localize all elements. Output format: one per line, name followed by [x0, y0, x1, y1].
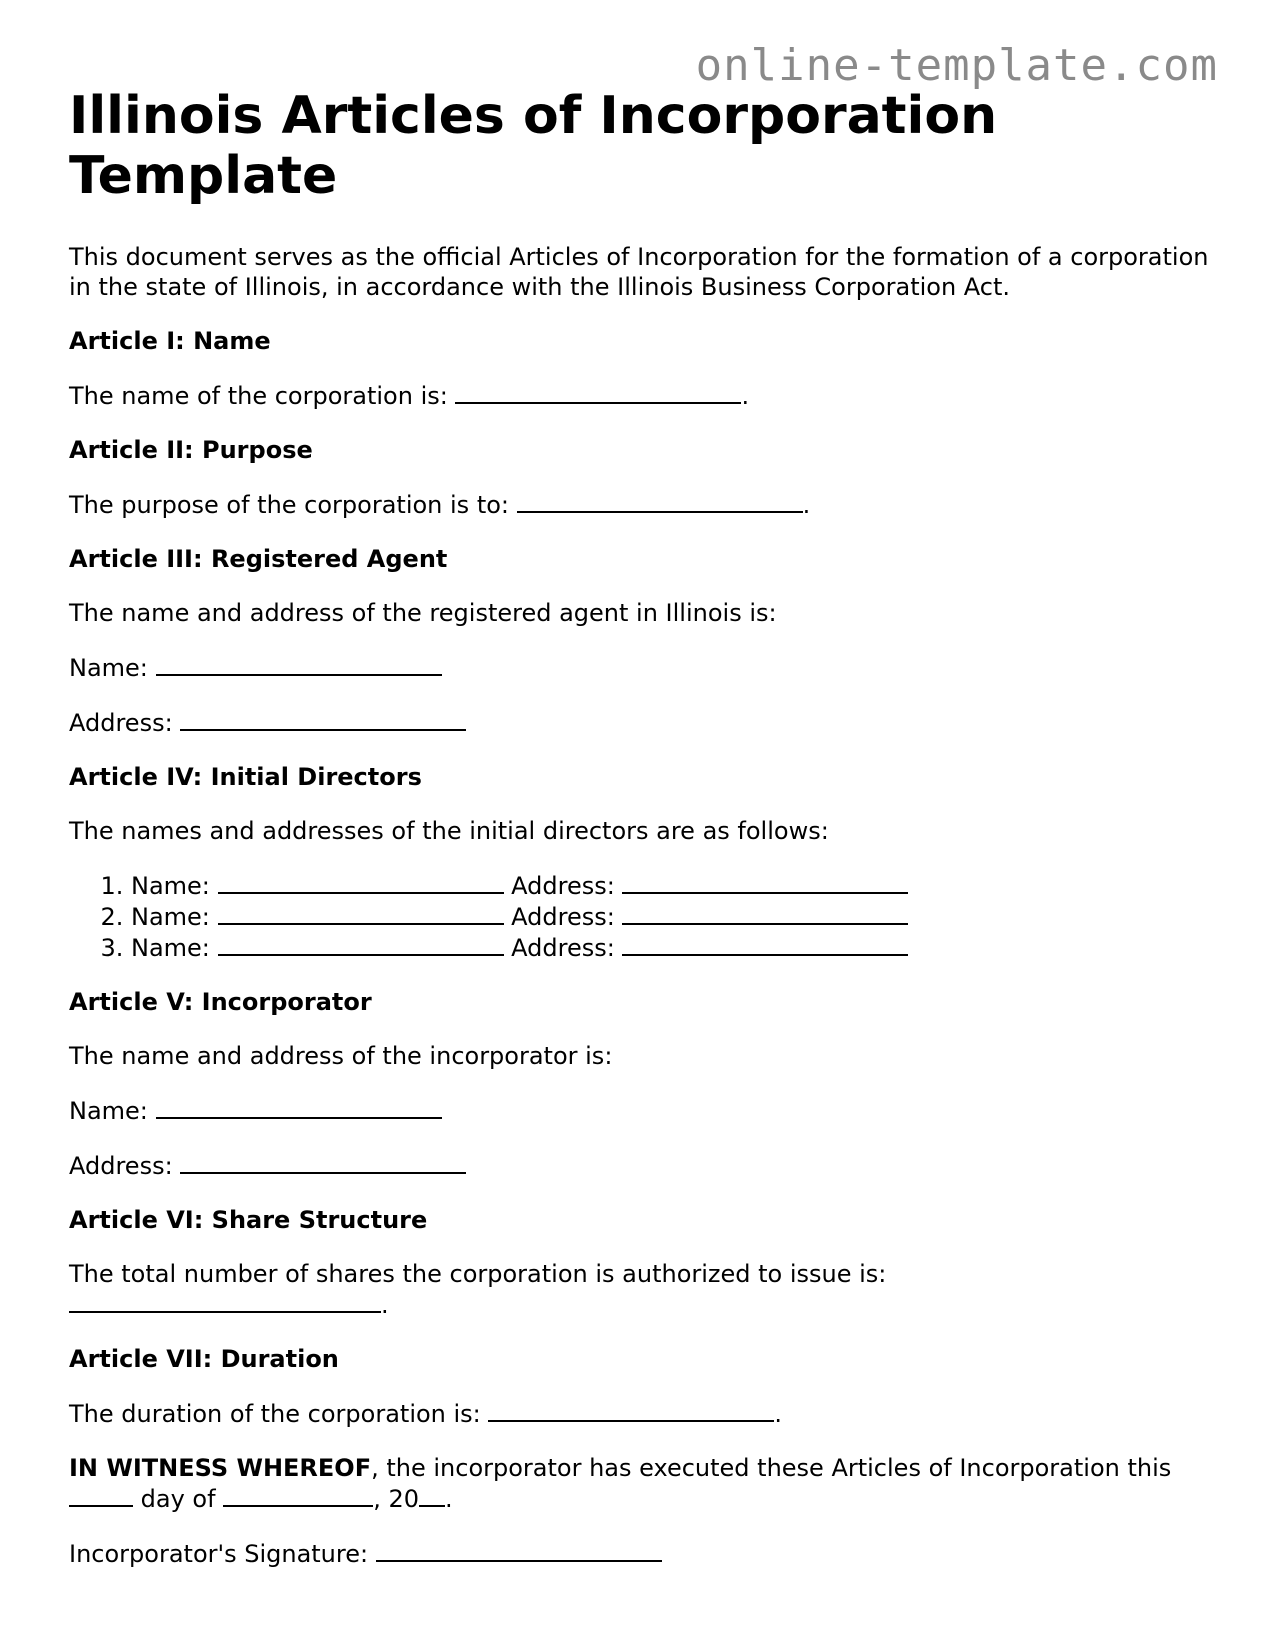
witness-day-field[interactable] — [69, 1483, 133, 1507]
article-purpose-text: The purpose of the corporation is to: — [69, 491, 509, 519]
incorporator-name-field[interactable] — [156, 1095, 442, 1119]
intro-paragraph: This document serves as the official Articles of Incorporation for the formation of a corporation in the state of Illinois, in accordance with the Illinois Business Corporation Act. — [69, 243, 1209, 301]
director-address-label: Address: — [511, 872, 615, 900]
article-name-text: The name of the corporation is: — [69, 382, 448, 410]
witness-text-1: , the incorporator has executed these Articles of Incorporation this — [371, 1454, 1172, 1482]
director-name-label: Name: — [131, 934, 210, 962]
director-row — [131, 932, 1209, 963]
document-page — [69, 86, 1209, 1569]
article-incorporator-text: The name and address of the incorporator is: — [69, 1042, 613, 1070]
article-agent-heading: Article III: Registered Agent — [69, 545, 448, 573]
director-1-name-field[interactable] — [218, 870, 504, 894]
director-address-label: Address: — [511, 903, 615, 931]
agent-name-field[interactable] — [156, 652, 442, 676]
agent-address-label: Address: — [69, 709, 173, 737]
witness-text-4: . — [444, 1485, 453, 1513]
corporation-name-field[interactable] — [455, 380, 741, 404]
period: . — [741, 382, 750, 410]
duration-field[interactable] — [488, 1398, 774, 1422]
agent-name-label: Name: — [69, 654, 148, 682]
director-3-name-field[interactable] — [218, 932, 504, 956]
incorporator-address-field[interactable] — [180, 1150, 466, 1174]
witness-paragraph — [69, 1453, 1209, 1514]
director-row — [131, 870, 1209, 901]
agent-address-line — [69, 707, 1209, 738]
period: . — [802, 491, 811, 519]
article-shares-text: The total number of shares the corporation is authorized to issue is: — [69, 1260, 887, 1288]
signature-label: Incorporator's Signature: — [69, 1540, 369, 1568]
director-row — [131, 901, 1209, 932]
agent-name-line — [69, 652, 1209, 683]
article-name-line — [69, 380, 1209, 411]
directors-list — [69, 870, 1209, 963]
article-agent-text: The name and address of the registered agent in Illinois is: — [69, 599, 777, 627]
article-name-heading: Article I: Name — [69, 327, 271, 355]
witness-month-field[interactable] — [223, 1483, 373, 1507]
article-incorporator-heading: Article V: Incorporator — [69, 988, 372, 1016]
director-name-label: Name: — [131, 903, 210, 931]
witness-year-field[interactable] — [419, 1483, 445, 1507]
article-directors-text: The names and addresses of the initial directors are as follows: — [69, 817, 829, 845]
incorporator-address-line — [69, 1150, 1209, 1181]
article-duration-heading: Article VII: Duration — [69, 1345, 339, 1373]
director-2-address-field[interactable] — [622, 901, 908, 925]
article-purpose-line — [69, 489, 1209, 520]
article-directors-heading: Article IV: Initial Directors — [69, 763, 422, 791]
witness-bold: IN WITNESS WHEREOF — [69, 1454, 372, 1482]
director-1-address-field[interactable] — [622, 870, 908, 894]
director-name-label: Name: — [131, 872, 210, 900]
period: . — [381, 1291, 389, 1319]
article-shares-heading: Article VI: Share Structure — [69, 1206, 428, 1234]
article-shares-line — [69, 1259, 1209, 1320]
signature-field[interactable] — [376, 1538, 662, 1562]
page-title: Illinois Articles of Incorporation Template — [69, 86, 998, 206]
director-2-name-field[interactable] — [218, 901, 504, 925]
incorporator-address-label: Address: — [69, 1152, 173, 1180]
incorporator-name-line — [69, 1095, 1209, 1126]
incorporator-name-label: Name: — [69, 1097, 148, 1125]
shares-field[interactable] — [69, 1289, 381, 1313]
period: . — [774, 1400, 783, 1428]
article-duration-line — [69, 1398, 1209, 1429]
article-purpose-heading: Article II: Purpose — [69, 436, 313, 464]
watermark: online-template.com — [695, 40, 1218, 91]
director-address-label: Address: — [511, 934, 615, 962]
signature-line — [69, 1538, 1209, 1569]
witness-text-2: day of — [140, 1485, 216, 1513]
corporation-purpose-field[interactable] — [517, 489, 803, 513]
witness-text-3: , 20 — [373, 1485, 419, 1513]
agent-address-field[interactable] — [180, 707, 466, 731]
director-3-address-field[interactable] — [622, 932, 908, 956]
article-duration-text: The duration of the corporation is: — [69, 1400, 481, 1428]
